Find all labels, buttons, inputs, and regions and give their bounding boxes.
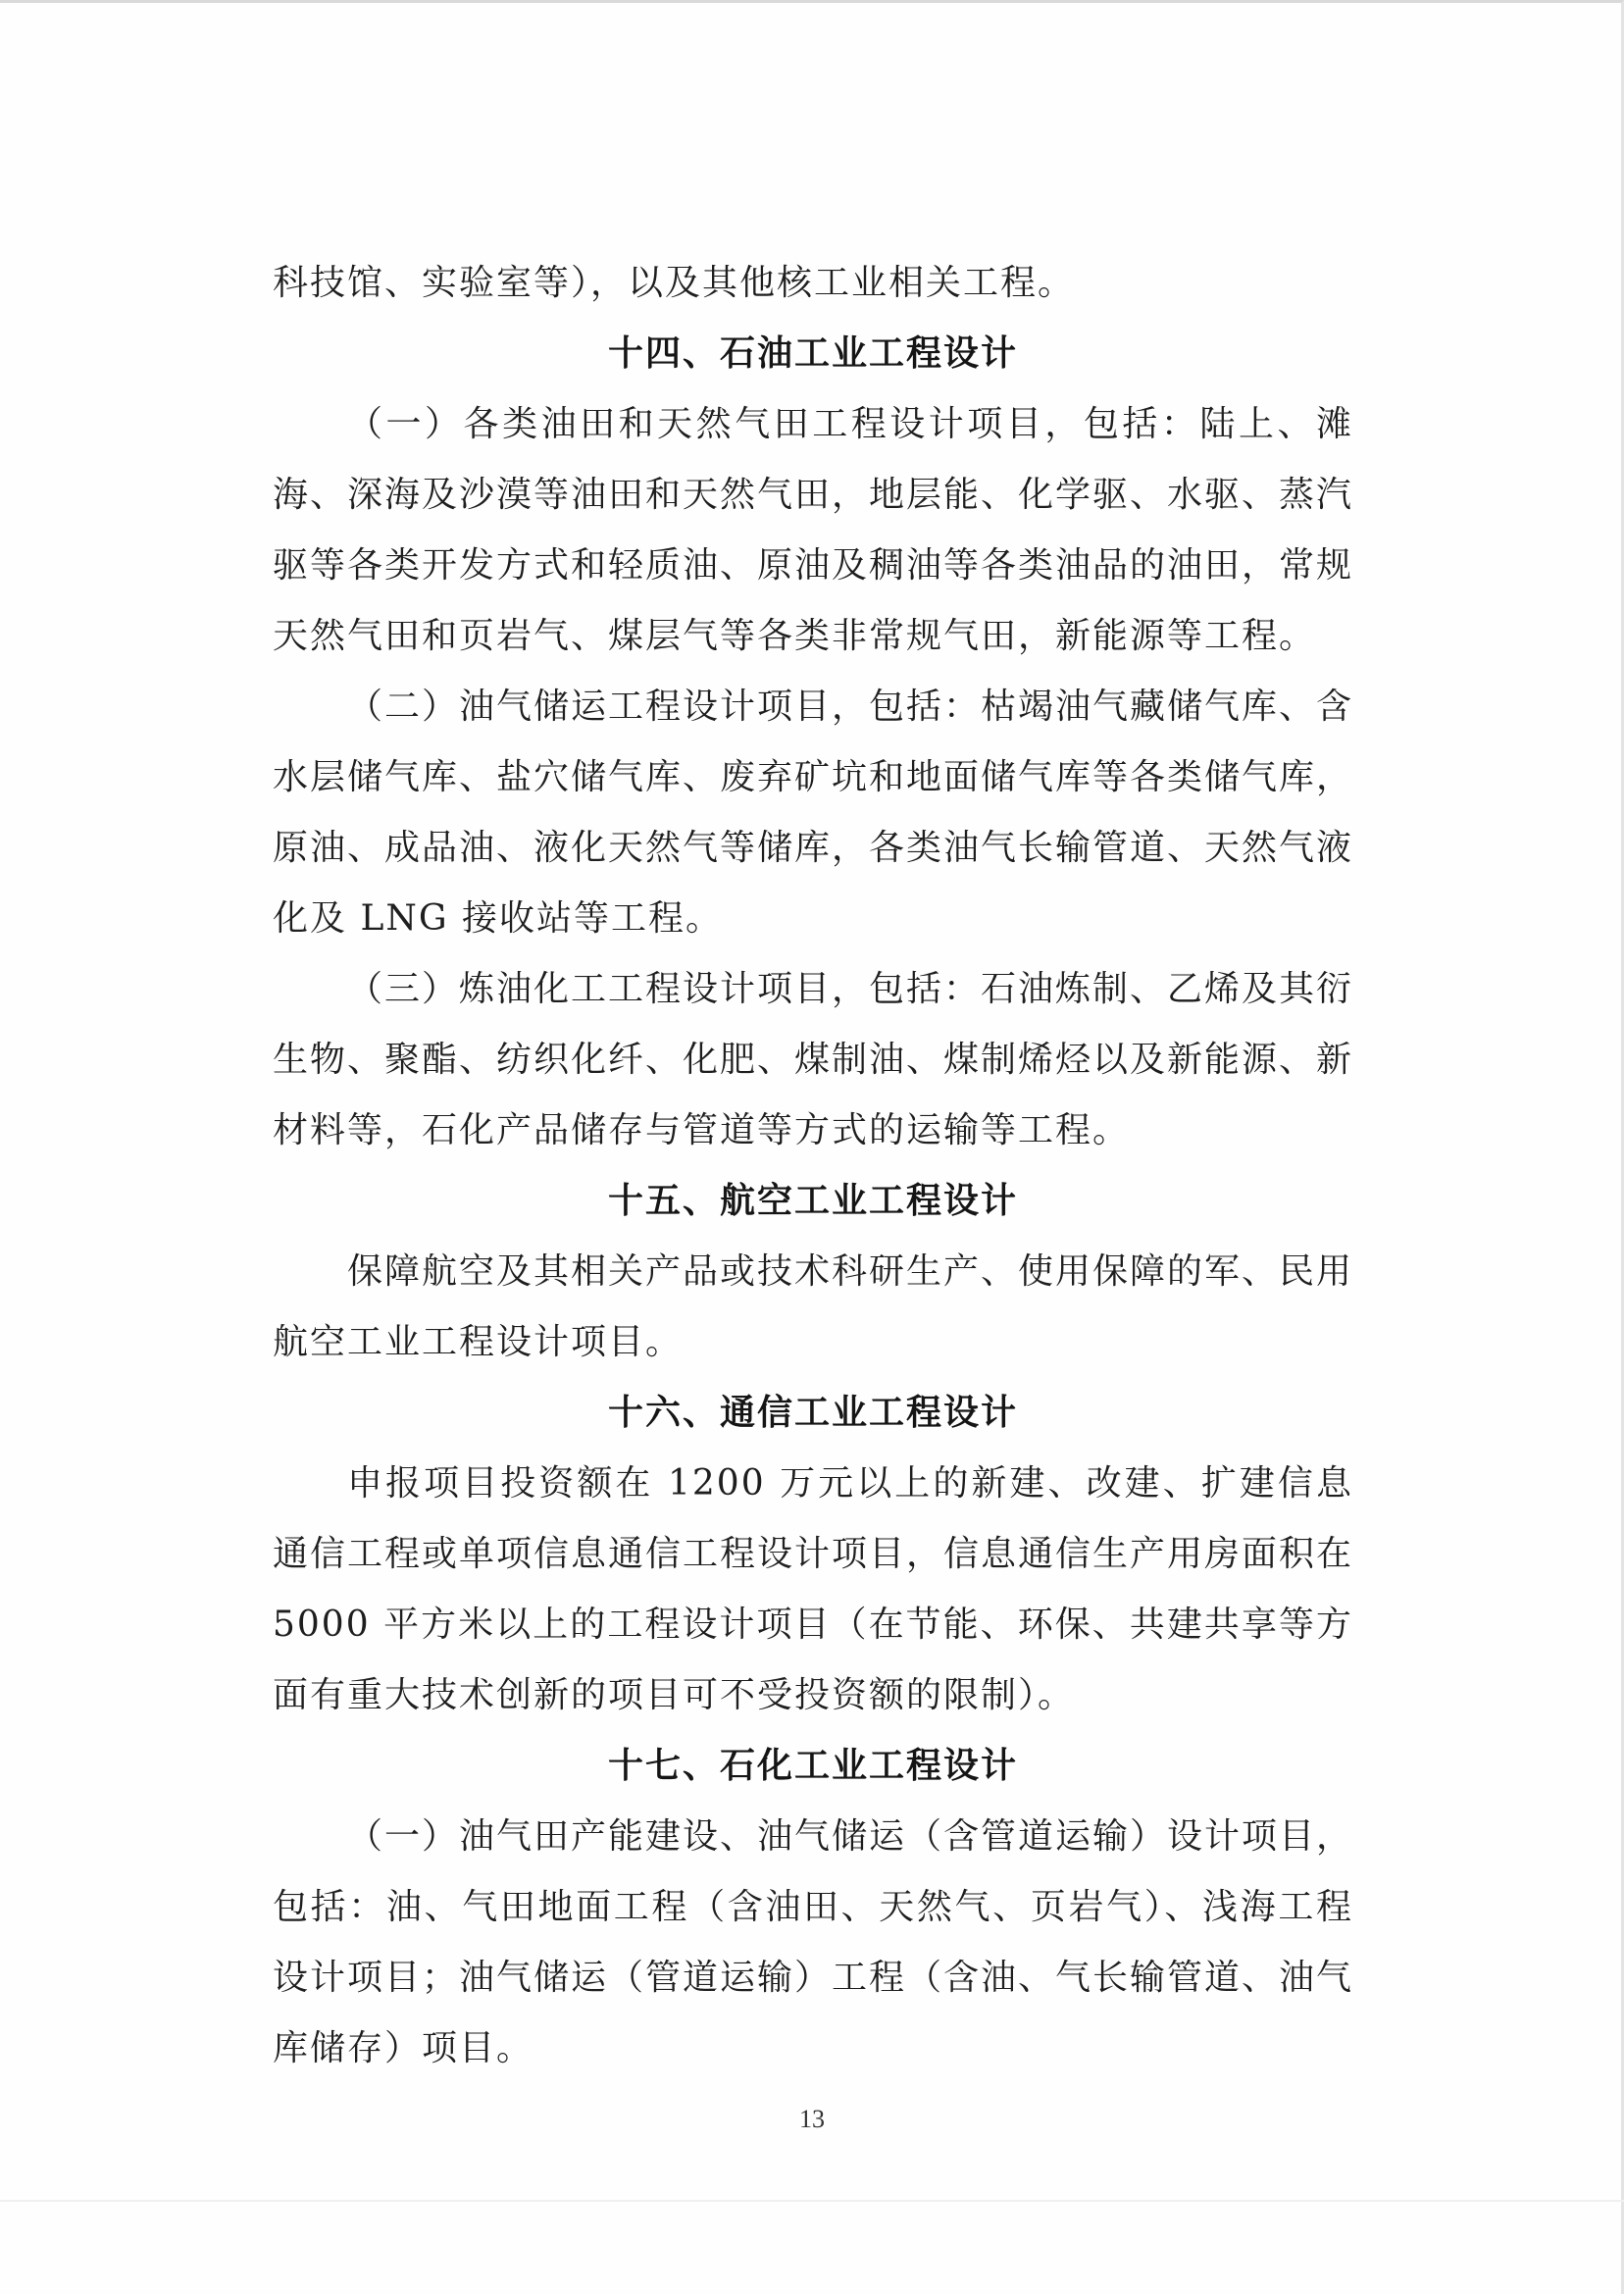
section-heading-15: 十五、航空工业工程设计 bbox=[607, 1181, 1018, 1221]
paragraph-oil-gas-fields: （一）各类油田和天然气田工程设计项目，包括：陆上、滩海、深海及沙漠等油田和天然气田，地层能、化学驱、水驱、蒸汽驱等各类开发方式和轻质油、原油及稠油等各类油品的油田，常规天然气田和页岩气、煤层气等各类非常规气田，新能源等工程。 bbox=[273, 404, 1354, 656]
paragraph-aviation: 保障航空及其相关产品或技术科研生产、使用保障的军、民用航空工业工程设计项目。 bbox=[273, 1251, 1354, 1362]
paragraph-refining-chemical: （三）炼油化工工程设计项目，包括：石油炼制、乙烯及其衍生物、聚酯、纺织化纤、化肥、煤制油、煤制烯烃以及新能源、新材料等，石化产品储存与管道等方式的运输等工程。 bbox=[273, 969, 1354, 1150]
scan-artifact-line bbox=[0, 2200, 1624, 2202]
paragraph-continuation: 科技馆、实验室等），以及其他核工业相关工程。 bbox=[273, 263, 1076, 303]
paragraph-petrochemical: （一）油气田产能建设、油气储运（含管道运输）设计项目，包括：油、气田地面工程（含油田、天然气、页岩气）、浅海工程设计项目；油气储运（管道运输）工程（含油、气长输管道、油气库储存）项目。 bbox=[273, 1816, 1354, 2068]
section-heading-14: 十四、石油工业工程设计 bbox=[607, 333, 1018, 374]
section-heading-17: 十七、石化工业工程设计 bbox=[607, 1746, 1018, 1786]
section-heading-16: 十六、通信工业工程设计 bbox=[607, 1393, 1018, 1433]
paragraph-oil-gas-storage: （二）油气储运工程设计项目，包括：枯竭油气藏储气库、含水层储气库、盐穴储气库、废弃矿坑和地面储气库等各类储气库，原油、成品油、液化天然气等储库，各类油气长输管道、天然气液化及 LNG 接收站等工程。 bbox=[273, 687, 1354, 939]
page-number: 13 bbox=[799, 2105, 825, 2133]
paragraph-telecom: 申报项目投资额在 1200 万元以上的新建、改建、扩建信息通信工程或单项信息通信工程设计项目，信息通信生产用房面积在 5000 平方米以上的工程设计项目（在节能、环保、共建共享等方面有重大技术创新的项目可不受投资额的限制）。 bbox=[273, 1463, 1354, 1715]
document-body bbox=[273, 248, 1353, 2084]
